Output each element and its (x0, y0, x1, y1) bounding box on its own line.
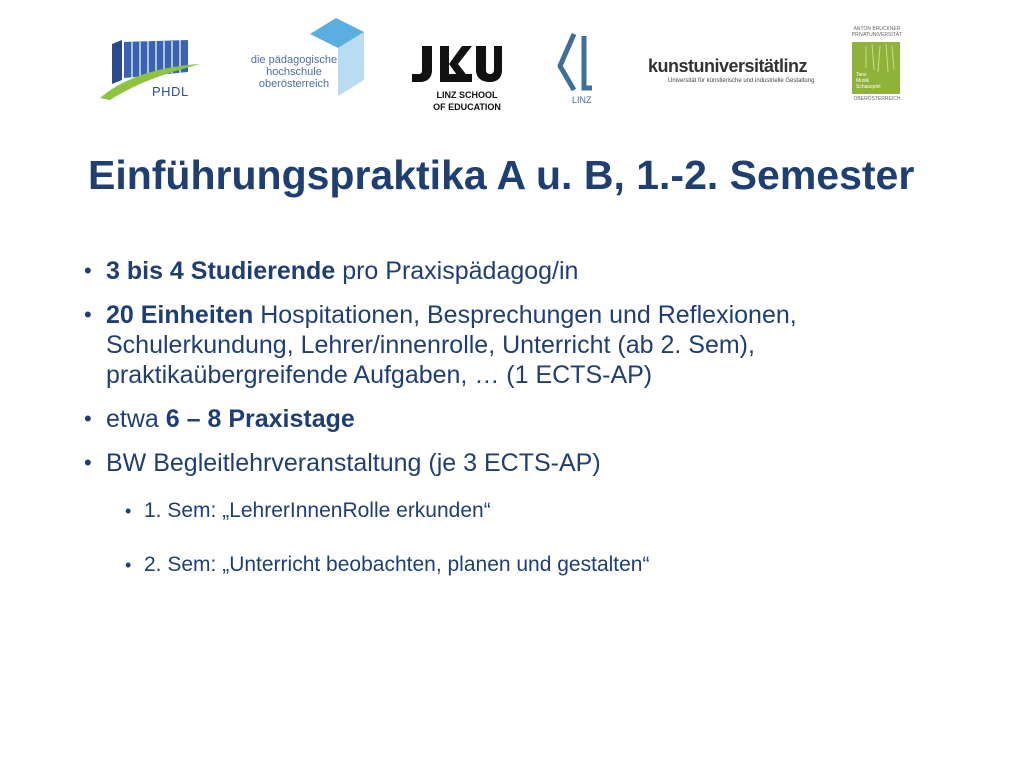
logo-bar (0, 0, 1024, 130)
bruckner-inner-line-2: Musik (856, 78, 870, 84)
bruckner-footer: OBERÖSTERREICH (853, 96, 901, 102)
bullet-students (80, 256, 980, 286)
sub-bullet-semester-2-text: 2. Sem: „Unterricht beobachten, planen und gestalten“ (144, 553, 650, 576)
ph-ooe-line-3: oberösterreich (258, 78, 330, 90)
bullet-practice-days (80, 404, 980, 434)
bullet-marker: • (84, 302, 92, 327)
bullet-practice-days-bold: 6 – 8 Praxistage (165, 405, 355, 433)
sub-bullet-semester-2 (80, 550, 980, 580)
bullet-marker: • (84, 450, 92, 475)
bullet-marker: • (84, 258, 92, 283)
sub-bullet-marker: • (125, 555, 132, 575)
kunstuni-label: kunstuniversitätlinz (648, 56, 808, 76)
bruckner-header-line-1: ANTON BRUCKNER (853, 26, 901, 32)
bruckner-inner-line-1: Tanz (856, 72, 867, 78)
bruckner-header-line-2: PRIVATUNIVERSITÄT (851, 32, 903, 38)
linz-logo-graphic (552, 32, 598, 94)
jku-sub-line-1: LINZ SCHOOL (436, 90, 498, 100)
slide-title: Einführungspraktika A u. B, 1.-2. Semester (88, 152, 915, 198)
bruckner-inner-label (856, 72, 880, 90)
sub-bullet-marker: • (125, 501, 132, 521)
slide-content (80, 256, 980, 604)
ph-ooe-label (248, 54, 340, 90)
bullet-units-text: Hospitationen, Besprechungen und Reflexionen, Schulerkundung, Lehrer/innenrolle, Unterricht (ab 2. Sem), praktikaübergreifende Aufgaben, … (1 ECTS-AP) (106, 301, 797, 389)
bullet-units-bold: 20 Einheiten (106, 301, 254, 329)
jku-logo-graphic (410, 44, 502, 84)
bullet-students-bold: 3 bis 4 Studierende (106, 257, 336, 285)
ph-ooe-line-2: hochschule (266, 66, 322, 78)
bullet-accompanying-course (80, 448, 980, 478)
jku-logo (410, 44, 502, 84)
linz-logo (552, 32, 598, 94)
bullet-students-text: pro Praxispädagog/in (335, 257, 579, 285)
jku-subtitle (412, 89, 522, 113)
jku-sub-line-2: OF EDUCATION (433, 102, 501, 112)
sub-bullet-semester-1-text: 1. Sem: „LehrerInnenRolle erkunden“ (144, 499, 491, 522)
kunstuni-subtitle: Universität für künstlerische und industrielle Gestaltung (668, 78, 815, 84)
phdl-label: PHDL (152, 84, 189, 99)
bullet-accompanying-course-text: BW Begleitlehrveranstaltung (je 3 ECTS-AP) (106, 449, 601, 477)
bullet-units (80, 300, 980, 390)
ph-ooe-line-1: die pädagogische (250, 54, 338, 66)
bruckner-header (848, 26, 906, 38)
bullet-practice-days-prefix: etwa (106, 405, 166, 433)
linz-label: LINZ (572, 95, 592, 105)
bruckner-inner-line-3: Schauspiel (856, 84, 881, 90)
bullet-marker: • (84, 406, 92, 431)
sub-bullet-semester-1 (80, 496, 980, 526)
